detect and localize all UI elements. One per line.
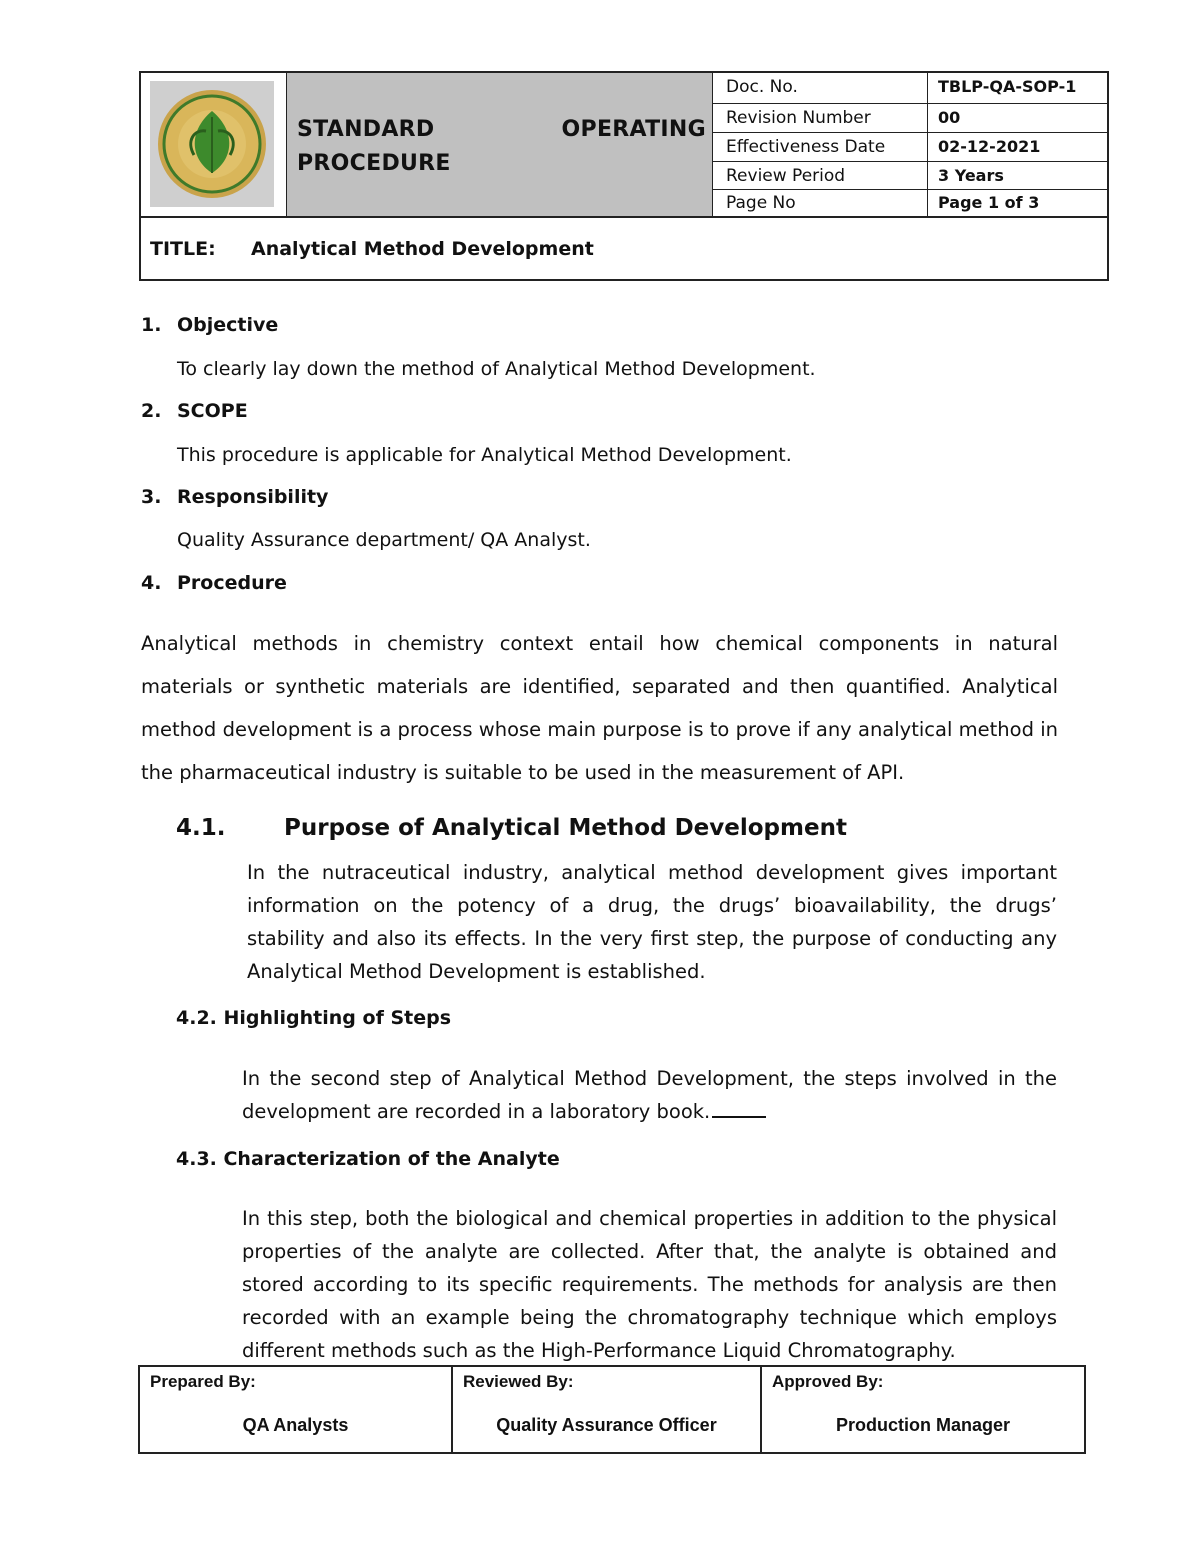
meta-value: Page 1 of 3 — [938, 193, 1040, 212]
sop-heading-word: STANDARD — [297, 117, 435, 142]
reviewed-by-cell — [451, 1367, 760, 1452]
meta-key: Effectiveness Date — [713, 133, 928, 161]
paragraph-text: In the second step of Analytical Method Development, the steps involved in the development are recorded in a laboratory book. — [242, 1067, 1057, 1123]
subsection-4-3-paragraph — [242, 1202, 1057, 1367]
meta-key: Doc. No. — [713, 73, 928, 103]
meta-value: 3 Years — [938, 166, 1004, 185]
subsection-title: Purpose of Analytical Method Development — [284, 815, 847, 841]
meta-key: Page No — [713, 190, 928, 216]
approved-by-label: Approved By: — [772, 1372, 884, 1391]
section-text-scope: This procedure is applicable for Analytical Method Development. — [177, 444, 792, 466]
prepared-by-cell — [140, 1367, 451, 1452]
document-title-bar — [141, 216, 1107, 279]
approved-by-value: Production Manager — [835, 1415, 1010, 1435]
meta-value: 02-12-2021 — [938, 137, 1041, 156]
meta-value: TBLP-QA-SOP-1 — [938, 77, 1077, 96]
approved-by-cell — [760, 1367, 1084, 1452]
meta-row-page-no — [713, 190, 1109, 216]
document-meta-table — [713, 73, 1109, 216]
meta-row-doc-no — [713, 73, 1109, 104]
subsection-number: 4.1. — [176, 815, 226, 841]
section-title: Responsibility — [177, 486, 329, 508]
approval-footer-table — [138, 1365, 1086, 1454]
sop-title-cell — [287, 73, 713, 216]
logo-cell — [141, 73, 287, 216]
meta-row-review-period — [713, 162, 1109, 190]
paragraph-text: Analytical methods in chemistry context entail how chemical components in natural materials or synthetic materials are identified, separated and then quantified. Analytical method development is a process whose main purpose is to prove if any analytical method in the pharmaceutical industry is suitable to be used in the measurement of API. — [141, 632, 1058, 784]
section-title: Objective — [177, 314, 279, 336]
meta-value: 00 — [938, 108, 961, 127]
section-number: 3. — [141, 486, 162, 508]
meta-key: Review Period — [713, 162, 928, 189]
section-text-responsibility: Quality Assurance department/ QA Analyst. — [177, 529, 591, 551]
sop-heading-word: PROCEDURE — [297, 151, 451, 176]
document-title: Analytical Method Development — [251, 238, 594, 260]
fill-in-blank-line — [712, 1100, 766, 1118]
paragraph-text: In the nutraceutical industry, analytical method development gives important information on the potency of a drug, the drugs’ bioavailability, the drugs’ stability and also its effects. In the very first step, the purpose of conducting any Analytical Method Development is established. — [247, 861, 1057, 983]
section-number: 4. — [141, 572, 162, 594]
subsection-heading-4-2: 4.2. Highlighting of Steps — [176, 1007, 452, 1029]
reviewed-by-value: Quality Assurance Officer — [496, 1415, 717, 1435]
meta-row-revision — [713, 104, 1109, 133]
document-header-table — [139, 71, 1109, 281]
prepared-by-value: QA Analysts — [242, 1415, 349, 1435]
meta-row-effective-date — [713, 133, 1109, 162]
section-title: SCOPE — [177, 400, 248, 422]
company-logo — [150, 81, 274, 207]
reviewed-by-label: Reviewed By: — [463, 1372, 574, 1391]
paragraph-text: In this step, both the biological and chemical properties in addition to the physical properties of the analyte are collected. After that, the analyte is obtained and stored according to its specific requirements. The methods for analysis are then recorded with an example being the chromatography technique which employs different methods such as the High-Performance Liquid Chromatography. — [242, 1207, 1057, 1362]
procedure-intro-paragraph — [141, 622, 1058, 794]
sop-heading-word: OPERATING — [561, 117, 706, 142]
section-title: Procedure — [177, 572, 287, 594]
title-label: TITLE: — [150, 238, 216, 260]
meta-key: Revision Number — [713, 104, 928, 132]
section-number: 1. — [141, 314, 162, 336]
section-number: 2. — [141, 400, 162, 422]
subsection-heading-4-3: 4.3. Characterization of the Analyte — [176, 1148, 560, 1170]
subsection-4-1-paragraph — [247, 856, 1057, 988]
subsection-4-2-paragraph — [242, 1062, 1057, 1128]
section-text-objective: To clearly lay down the method of Analytical Method Development. — [177, 358, 816, 380]
prepared-by-label: Prepared By: — [150, 1372, 256, 1391]
